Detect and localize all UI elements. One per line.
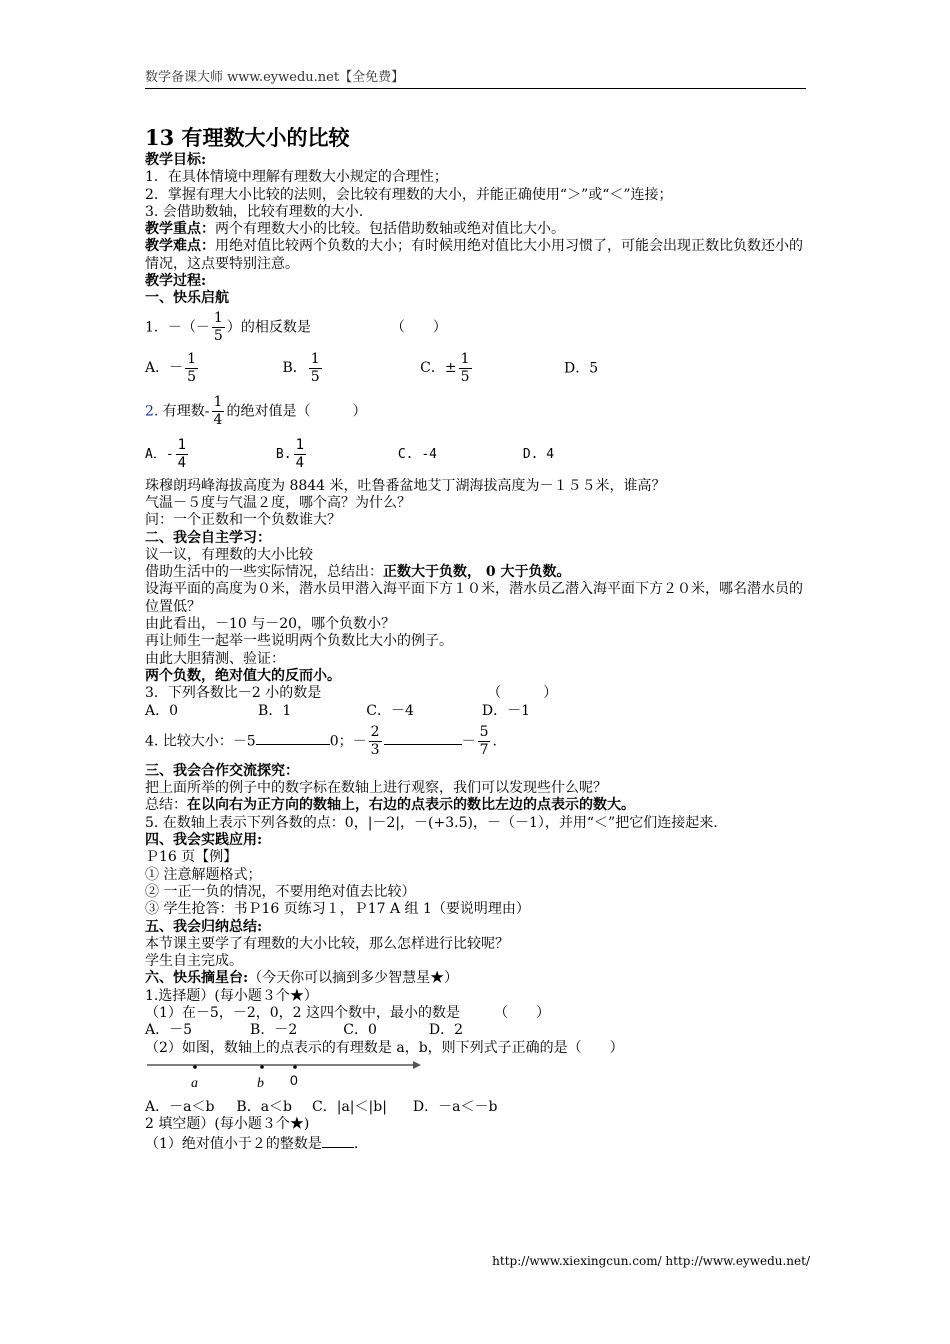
emphasis-line: 两个负数，绝对值大的反而小。 xyxy=(145,667,341,684)
option-d: D．－a＜－b xyxy=(412,1098,498,1115)
option-b: B．－2 xyxy=(250,1022,298,1039)
text-line: 由此看出，－10 与－20，哪个负数小？ xyxy=(145,616,396,633)
fill-question xyxy=(145,1133,810,1153)
question-text: 有理数- xyxy=(158,403,210,420)
fraction xyxy=(176,437,188,472)
fraction xyxy=(185,351,198,386)
answer-paren: （ ） xyxy=(487,685,558,702)
text-span: 借助生活中的一些实际情况，总结出： xyxy=(145,564,383,581)
text-line: 本节课主要学了有理数的大小比较，那么怎样进行比较呢？ xyxy=(145,935,509,952)
fraction xyxy=(459,351,472,386)
text-line: ② 一正一负的情况，不要用绝对值去比较） xyxy=(145,883,416,900)
option-c: C. -4 xyxy=(397,446,437,462)
number-line-figure xyxy=(145,1057,425,1099)
document-body xyxy=(145,124,810,1154)
emphasis-text: 在以向右为正方向的数轴上，右边的点表示的数比左边的点表示的数大。 xyxy=(187,797,635,814)
option-label: B. xyxy=(275,446,292,462)
option-c: C．|a|＜|b| xyxy=(312,1098,387,1115)
point-b xyxy=(260,1065,264,1069)
process-heading: 教学过程: xyxy=(145,273,207,290)
answer-blank[interactable] xyxy=(256,730,330,745)
objectives-heading: 教学目标: xyxy=(145,152,207,168)
option-a: A．0 xyxy=(145,702,179,719)
key-point-label: 教学重点： xyxy=(145,221,215,238)
question-3-options xyxy=(145,703,810,720)
label-b: b xyxy=(257,1075,264,1091)
question-text: . xyxy=(353,1136,359,1153)
answer-paren: （ ） xyxy=(494,1004,550,1021)
question-text: 3．下列各数比－2 小的数是 xyxy=(145,685,322,702)
section-heading: 三、我会合作交流探究： xyxy=(145,762,299,779)
question-text: 4. 比较大小：－5 xyxy=(145,733,256,750)
number-line-arrow xyxy=(413,1061,421,1069)
option-label: A．- xyxy=(145,446,174,462)
text-line: Ｐ16 页【例】 xyxy=(145,849,238,866)
section-heading: 五、我会归纳总结: xyxy=(145,918,263,935)
fraction xyxy=(309,351,322,386)
text-line: 议一议，有理数的大小比较 xyxy=(145,546,313,563)
denominator: 4 xyxy=(177,454,187,471)
fraction xyxy=(369,724,382,759)
numerator: 2 xyxy=(370,723,380,740)
point-0 xyxy=(293,1065,297,1069)
text-line: 学生自主完成。 xyxy=(145,953,243,970)
objective-item: 3. 会借助数轴，比较有理数的大小. xyxy=(145,203,364,220)
option-b xyxy=(275,436,308,471)
question-text: － xyxy=(461,733,476,750)
objective-item: 2．掌握有理大小比较的法则，会比较有理数的大小，并能正确使用“＞”或“＜”连接； xyxy=(145,186,673,203)
question-number: 2. xyxy=(145,403,159,420)
option-d: D．2 xyxy=(428,1022,463,1039)
question-options xyxy=(145,1022,810,1039)
option-c xyxy=(420,350,473,385)
answer-blank[interactable] xyxy=(322,1133,354,1148)
denominator: 3 xyxy=(370,741,380,758)
heading-text: 六、快乐摘星台: xyxy=(145,970,249,987)
question-4 xyxy=(145,724,810,759)
question-text: 0；－ xyxy=(329,733,367,750)
question-options xyxy=(145,1099,810,1116)
numerator: 1 xyxy=(177,436,187,453)
numerator: 1 xyxy=(460,350,470,367)
text-line: 再让师生一起举一些说明两个负数比大小的例子。 xyxy=(145,633,453,650)
fraction xyxy=(294,437,306,472)
objective-item: 1．在具体情境中理解有理数大小规定的合理性； xyxy=(145,169,448,186)
option-a xyxy=(145,350,200,385)
question-1-options xyxy=(145,351,810,386)
question-2 xyxy=(145,394,810,429)
section-heading xyxy=(145,970,810,987)
fraction xyxy=(478,724,491,759)
fraction xyxy=(212,394,225,429)
option-b: B．1 xyxy=(258,702,292,719)
document-title: 13 有理数大小的比较 xyxy=(145,125,350,150)
text-line: 气温－５度与气温２度，哪个高？为什么？ xyxy=(145,494,411,511)
question-text: 的绝对值是（ ） xyxy=(226,403,367,420)
denominator: 4 xyxy=(213,411,223,428)
question-text: ）的相反数是 xyxy=(226,319,311,336)
denominator: 5 xyxy=(460,368,470,385)
option-label: C．± xyxy=(420,360,457,377)
text-line: 珠穆朗玛峰海拔高度为 8844 米，吐鲁番盆地艾丁湖海拔高度为－１５５米，谁高？ xyxy=(145,477,666,494)
text-line: ③ 学生抢答：书Ｐ16 页练习１，Ｐ17 A 组 1（要说明理由） xyxy=(145,901,530,918)
difficulty xyxy=(145,238,810,273)
question-text: （1）在－5，－2，0，2 这四个数中，最小的数是 xyxy=(145,1004,460,1021)
key-point xyxy=(145,221,810,238)
text-line: 2 填空题）(每小题３个★) xyxy=(145,1116,310,1133)
denominator: 5 xyxy=(310,368,320,385)
option-d: D．－1 xyxy=(481,702,530,719)
option-label: B． xyxy=(282,360,307,377)
section-heading: 二、我会自主学习： xyxy=(145,529,271,546)
option-b: B．a＜b xyxy=(236,1098,293,1115)
text-line: 问：一个正数和一个负数谁大？ xyxy=(145,512,341,529)
text-line xyxy=(145,797,810,814)
denominator: 5 xyxy=(187,368,197,385)
option-a: A．－5 xyxy=(145,1022,193,1039)
text-line: 5. 在数轴上表示下列各数的点：0，|－2|，－(+3.5)，－（－1），并用“＜”把它们连接起来. xyxy=(145,814,718,831)
text-line: 把上面所举的例子中的数字标在数轴上进行观察，我们可以发现些什么呢？ xyxy=(145,780,607,797)
page-header: 数学备课大师 www.eywedu.net【全免费】 xyxy=(145,66,806,89)
option-d: D．5 xyxy=(564,360,599,377)
fraction xyxy=(212,310,225,345)
text-span: 总结： xyxy=(145,797,187,814)
denominator: 7 xyxy=(479,741,489,758)
question-2-options xyxy=(145,437,810,472)
numerator: 1 xyxy=(187,350,197,367)
option-c: C．0 xyxy=(343,1022,377,1039)
number-line xyxy=(145,1057,425,1099)
key-point-text: 两个有理数大小的比较。包括借助数轴或绝对值比大小。 xyxy=(215,221,565,238)
label-a: a xyxy=(191,1075,198,1091)
text-line xyxy=(145,564,810,581)
answer-paren: （ ） xyxy=(390,319,447,336)
numerator: 1 xyxy=(295,436,305,453)
denominator: 4 xyxy=(295,454,305,471)
option-label: A．－ xyxy=(145,360,184,377)
question-text: 1．－（－ xyxy=(145,319,210,336)
difficulty-label: 教学难点： xyxy=(145,238,215,255)
page-footer: http://www.xiexingcun.com/ http://www.eywedu.net/ xyxy=(492,1254,810,1268)
text-line: 设海平面的高度为０米，潜水员甲潜入海平面下方１０米，潜水员乙潜入海平面下方２０米，哪名潜水员的位置低？ xyxy=(145,581,803,615)
option-b xyxy=(282,350,324,385)
section-heading: 一、快乐启航 xyxy=(145,290,229,307)
question-1 xyxy=(145,310,810,345)
question-3 xyxy=(145,685,810,702)
numerator: 1 xyxy=(213,309,223,326)
option-a xyxy=(145,436,190,471)
question: （2）如图，数轴上的点表示的有理数是 a，b，则下列式子正确的是（ ） xyxy=(145,1039,624,1056)
text-line: 由此大胆猜测、验证： xyxy=(145,650,285,667)
option-c: C．－4 xyxy=(366,702,414,719)
label-zero: 0 xyxy=(290,1071,298,1088)
heading-note: （今天你可以摘到多少智慧星★） xyxy=(248,970,459,987)
text-line: 1.选择题）(每小题３个★） xyxy=(145,987,318,1004)
numerator: 1 xyxy=(213,393,223,410)
text-line: ① 注意解题格式； xyxy=(145,866,262,883)
difficulty-text: 用绝对值比较两个负数的大小；有时候用绝对值比大小用习惯了，可能会出现正数比负数还小的情况，这点要特别注意。 xyxy=(145,238,803,272)
numerator: 1 xyxy=(310,350,320,367)
question xyxy=(145,1005,810,1022)
question-text: . xyxy=(492,733,497,750)
numerator: 5 xyxy=(479,723,489,740)
question-text: （1）绝对值小于２的整数是 xyxy=(145,1136,322,1153)
denominator: 5 xyxy=(213,327,223,344)
option-d: D. 4 xyxy=(522,446,555,462)
option-a: A．－a＜b xyxy=(145,1098,215,1115)
emphasis-text: 正数大于负数， 0 大于负数。 xyxy=(383,564,571,581)
point-a xyxy=(193,1065,197,1069)
answer-blank[interactable] xyxy=(384,730,462,745)
section-heading: 四、我会实践应用: xyxy=(145,832,263,849)
